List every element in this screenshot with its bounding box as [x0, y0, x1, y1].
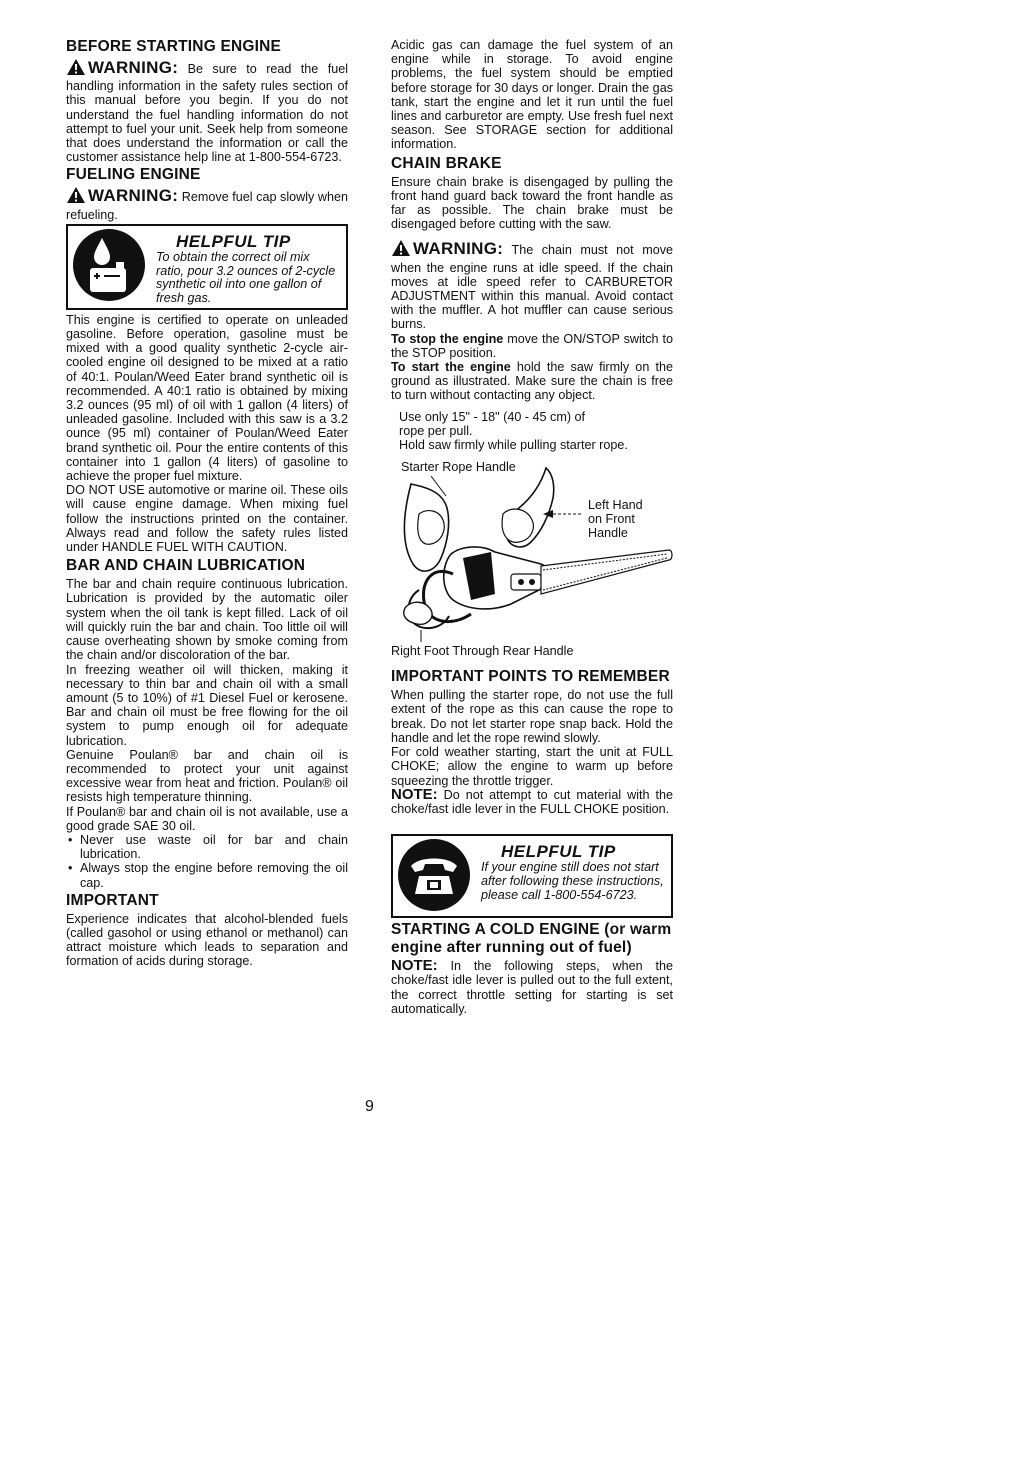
figure-label-right-foot: Right Foot Through Rear Handle: [391, 644, 574, 659]
note-text: In the following steps, when the choke/fast idle lever is pulled out to the full extent, the correct throttle setting for starting is set automatically.: [391, 959, 673, 1016]
heading-before-starting: BEFORE STARTING ENGINE: [66, 38, 282, 55]
paragraph-bar-chain: The bar and chain require continuous lubrication. Lubrication is provided by the automatic oiler system when the oil tank is kept filled. Lack of oil will quickly ruin the bar and chain. Too little oil will cause overheating shown by smoke coming from the chain and/or discoloration of the bar.: [66, 577, 348, 663]
paragraph-cold-weather: For cold weather starting, start the unit at FULL CHOKE; allow the engine to warm up before squeezing the throttle trigger.: [391, 745, 673, 788]
start-label: To start the engine: [391, 360, 511, 375]
tip-title: HELPFUL TIP: [501, 842, 616, 862]
stop-label: To stop the engine: [391, 331, 504, 346]
paragraph-engine-certified: This engine is certified to operate on unleaded gasoline. Before operation, gasoline must be mixed with a good quality synthetic 2-cycle air-cooled engine oil designed to be mixed at a ratio of 40:1. Poulan/Weed Eater brand synthetic oil is recommended. A 40:1 ratio is obtained by mixing 3.2 ounces (95 ml) of oil with 1 gallon (4 liters) of unleaded gasoline. Included with this saw is a 3.2 ounce (95 ml) container of Poulan/Weed Eater brand synthetic oil. Pour the entire contents of this container into 1 gallon (4 liters) of gasoline to achieve the proper fuel mixture.: [66, 312, 348, 484]
paragraph-do-not-use: DO NOT USE automotive or marine oil. These oils will cause engine damage. When mixing fuel follow the instructions printed on the container. Always read and follow the safety rules listed under HANDLE FUEL WITH CAUTION.: [66, 483, 348, 555]
stop-text: move the ON/STOP switch to the STOP position.: [391, 331, 673, 360]
figure-label-starter: Starter Rope Handle: [401, 460, 516, 475]
paragraph-important-points: When pulling the starter rope, do not use the full extent of the rope as this can cause the rope to break. Do not let starter rope snap back. Hold the handle and let the rope rewind slowly.: [391, 688, 673, 745]
left-column: [66, 38, 348, 969]
paragraph-chain-brake: Ensure chain brake is disengaged by pulling the front hand guard back toward the front handle as far as possible. The chain brake must be disengaged before cutting with the saw.: [391, 174, 673, 232]
warning-triangle-icon: [66, 58, 86, 79]
warning-label: WARNING:: [88, 186, 179, 206]
warning-label: WARNING:: [88, 58, 179, 77]
paragraph-oil-not-available: If Poulan® bar and chain oil is not available, use a good grade SAE 30 oil.: [66, 804, 348, 833]
chainsaw-illustration: [391, 454, 673, 644]
note-text: Do not attempt to cut material with the choke/fast idle lever in the FULL CHOKE position.: [391, 787, 673, 816]
right-column: [391, 38, 673, 1016]
heading-chain-brake: CHAIN BRAKE: [391, 154, 502, 172]
heading-fueling: FUELING ENGINE: [66, 166, 201, 184]
fuel-can-icon: [72, 228, 146, 302]
warning-triangle-icon: [66, 186, 86, 207]
list-item: • Never use waste oil for bar and chain lubrication.: [80, 833, 348, 861]
heading-starting-cold-engine: STARTING A COLD ENGINE (or warm engine after running out of fuel): [391, 921, 672, 957]
page-number: 9: [365, 1098, 374, 1115]
warning-chain-idle: [391, 239, 673, 331]
starting-illustration: [391, 454, 673, 644]
heading-important-points: IMPORTANT POINTS TO REMEMBER: [391, 668, 670, 686]
tip-title: HELPFUL TIP: [176, 231, 291, 251]
figure-label-left-hand: on Front: [588, 512, 635, 527]
note-label: NOTE:: [391, 957, 438, 975]
paragraph-stop-engine: [391, 332, 673, 360]
tip-text: To obtain the correct oil mix ratio, pour 3.2 ounces of 2-cycle synthetic oil into one gallon of fresh gas.: [156, 249, 336, 306]
note-full-choke: [391, 785, 673, 816]
note-choke-lever: [391, 959, 673, 1016]
paragraph-freezing: In freezing weather oil will thicken, making it necessary to thin bar and chain oil with a small amount (5 to 10%) of #1 Diesel Fuel or kerosene. Bar and chain oil must be free flowing for the oil system to pump enough oil for adequate lubrication.: [66, 662, 348, 748]
start-text: hold the saw firmly on the ground as illustrated. Make sure the chain is free to turn without contacting any object.: [391, 360, 673, 403]
warning-triangle-icon: [391, 239, 411, 260]
warning-text: Be sure to read the fuel handling information in the safety rules section of this manual before you begin. If you do not understand the fuel handling information do not attempt to fuel your unit. Seek help from someone that does understand the information or call the customer assistance help line at 1-800-554-6723.: [66, 62, 348, 165]
paragraph-genuine-oil: Genuine Poulan® bar and chain oil is recommended to protect your unit against excessive wear from heat and friction. Poulan® oil resists high temperature thinning.: [66, 747, 348, 805]
paragraph-start-engine: [391, 360, 673, 403]
rope-line: Use only 15" - 18" (40 - 45 cm) of: [399, 409, 586, 424]
tip-text: If your engine still does not start after following these instructions, please call 1-800-554-6723.: [481, 860, 664, 902]
rope-instructions: [391, 410, 673, 453]
bullet-list: [66, 833, 348, 890]
rope-line: Hold saw firmly while pulling starter rope.: [399, 438, 628, 453]
warning-text: Remove fuel cap slowly when refueling.: [66, 190, 348, 222]
figure-label-left-hand: Handle: [588, 526, 628, 541]
warning-fuel-cap: [66, 186, 348, 221]
helpful-tip-oil-mix: [66, 224, 348, 310]
heading-important: IMPORTANT: [66, 891, 159, 909]
figure-label-left-hand: Left Hand: [588, 498, 643, 513]
warning-label: WARNING:: [413, 239, 504, 259]
paragraph-important: Experience indicates that alcohol-blended fuels (called gasohol or using ethanol or methanol) can attract moisture which leads to separation and formation of acids during storage.: [66, 911, 348, 969]
list-item: • Always stop the engine before removing the oil cap.: [80, 861, 348, 889]
rope-line: rope per pull.: [399, 423, 473, 438]
warning-text: The chain must not move when the engine runs at idle speed. If the chain moves at idle speed refer to CARBURETOR ADJUSTMENT within this manual. Avoid contact with the muffler. A hot muffler can cause serious burns.: [391, 243, 673, 332]
paragraph-acidic-gas: Acidic gas can damage the fuel system of an engine while in storage. To avoid engine problems, the fuel system should be emptied before storage for 30 days or longer. Drain the gas tank, start the engine and let it run until the fuel lines and carburetor are empty. Use fresh fuel next season. See STORAGE section for additional information.: [391, 38, 673, 152]
warning-read-fuel: [66, 58, 348, 164]
helpful-tip-call: [391, 834, 673, 918]
telephone-icon: [397, 838, 471, 912]
heading-bar-chain: BAR AND CHAIN LUBRICATION: [66, 557, 306, 575]
note-label: NOTE:: [391, 785, 438, 803]
